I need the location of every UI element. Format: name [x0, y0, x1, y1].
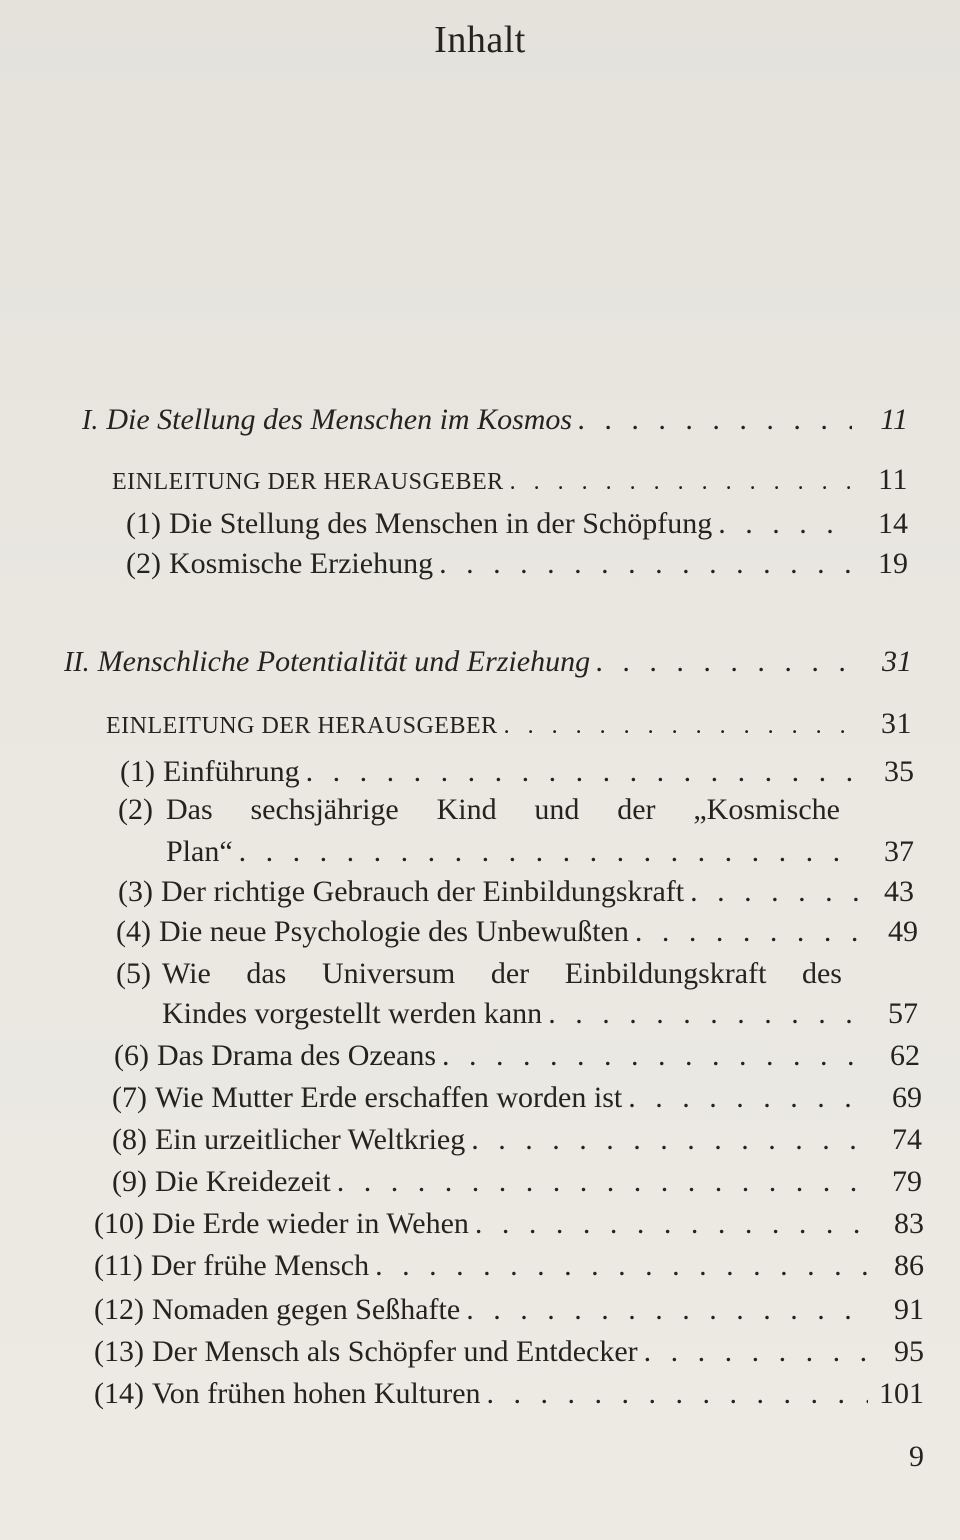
page-number: 62: [890, 1039, 920, 1072]
entry-number: (9): [112, 1165, 147, 1198]
toc-entry: [94, 1248, 924, 1284]
entry-number: (11): [94, 1249, 143, 1282]
entry-label: Von frühen hohen Kulturen: [151, 1377, 481, 1410]
dot-leader: [475, 1206, 868, 1242]
toc-entry: [116, 914, 918, 950]
entry-label: Der frühe Mensch: [150, 1249, 370, 1282]
chapter-title: Menschliche Potentialität und Erziehung: [97, 645, 591, 678]
dot-leader: [578, 402, 852, 438]
entry-number: (1): [120, 755, 155, 788]
intro-label: EINLEITUNG DER HERAUSGEBER: [106, 713, 498, 739]
dot-leader: [337, 1164, 866, 1200]
toc-entry: [94, 1206, 924, 1242]
page-number: 95: [894, 1335, 924, 1368]
toc-intro-1: [112, 462, 908, 500]
entry-label: Der richtige Gebrauch der Einbildungskraft: [160, 875, 685, 908]
dot-leader: [628, 1080, 866, 1116]
dot-leader: [442, 1038, 864, 1074]
entry-number: (8): [112, 1123, 147, 1156]
page-number: 91: [894, 1293, 924, 1326]
toc-chapter-2: [64, 644, 912, 681]
entry-number: (13): [94, 1335, 144, 1368]
page-number: 35: [884, 755, 914, 788]
toc-entry: [94, 1334, 924, 1370]
dot-leader: [690, 874, 858, 910]
page-number: 49: [888, 915, 918, 948]
entry-label: Die Stellung des Menschen in der Schöpfung: [168, 507, 713, 540]
toc-entry: [112, 1164, 922, 1200]
page-folio: 9: [909, 1440, 924, 1473]
entry-label: Einführung: [162, 755, 300, 788]
toc-chapter-1: [82, 402, 908, 439]
page-number: 57: [888, 997, 918, 1030]
entry-label: Das Drama des Ozeans: [156, 1039, 437, 1072]
toc-entry: [94, 1376, 924, 1412]
toc-entry-continuation: [166, 834, 914, 870]
page-number: 37: [884, 835, 914, 868]
toc-intro-2: [106, 706, 912, 744]
page-number: 74: [892, 1123, 922, 1156]
page-number: 14: [878, 507, 908, 540]
dot-leader: [644, 1334, 868, 1370]
entry-number: (5): [116, 957, 151, 990]
chapter-number: II.: [64, 647, 90, 678]
page-title: Inhalt: [434, 19, 526, 61]
toc-entry: [126, 546, 908, 582]
entry-label-line-2: Plan“: [166, 835, 233, 868]
entry-label: Kosmische Erziehung: [168, 547, 434, 580]
entry-label: Ein urzeitlicher Weltkrieg: [154, 1123, 466, 1156]
entry-number: (4): [116, 915, 151, 948]
dot-leader: [635, 914, 862, 950]
page-number: 11: [880, 403, 908, 436]
entry-number: (3): [118, 875, 153, 908]
page-number: 31: [882, 645, 912, 678]
entry-label-line-1: Wie das Universum der Einbildungskraft des: [162, 957, 842, 990]
entry-number: (6): [114, 1039, 149, 1072]
page-number: 79: [892, 1165, 922, 1198]
entry-label: Nomaden gegen Seßhafte: [151, 1293, 461, 1326]
toc-entry: [114, 1038, 920, 1074]
entry-label-line-1: Das sechsjährige Kind und der „Kosmische: [166, 793, 840, 826]
toc-entry: [112, 1080, 922, 1116]
entry-label: Die Erde wieder in Wehen: [151, 1207, 469, 1240]
dot-leader: [596, 644, 856, 680]
page-number: 101: [879, 1377, 924, 1410]
entry-number: (14): [94, 1377, 144, 1410]
page-number: 86: [894, 1249, 924, 1282]
entry-label: Die neue Psychologie des Unbewußten: [158, 915, 629, 948]
entry-label: Wie Mutter Erde erschaffen worden ist: [154, 1081, 623, 1114]
dot-leader: [487, 1376, 868, 1412]
dot-leader: [471, 1122, 866, 1158]
dot-leader: [504, 708, 856, 744]
toc-entry-continuation: [162, 996, 918, 1032]
dot-leader: [306, 754, 858, 790]
dot-leader: [375, 1248, 868, 1284]
page-number: 83: [894, 1207, 924, 1240]
entry-number: (10): [94, 1207, 144, 1240]
dot-leader: [548, 996, 862, 1032]
toc-entry: [94, 1292, 924, 1328]
toc-entry: [118, 874, 914, 910]
page-number: 43: [884, 875, 914, 908]
dot-leader: [466, 1292, 868, 1328]
dot-leader: [239, 834, 858, 870]
page-number: 11: [878, 463, 908, 496]
toc-entry: [120, 754, 914, 790]
toc-entry: [112, 1122, 922, 1158]
entry-label: Die Kreidezeit: [154, 1165, 331, 1198]
entry-number: (2): [126, 547, 161, 580]
entry-number: (2): [118, 793, 153, 826]
entry-number: (1): [126, 507, 161, 540]
chapter-number: I.: [82, 405, 99, 436]
entry-number: (7): [112, 1081, 147, 1114]
intro-label: EINLEITUNG DER HERAUSGEBER: [112, 469, 504, 495]
dot-leader: [718, 506, 852, 542]
dot-leader: [510, 464, 852, 500]
toc-entry: [126, 506, 908, 542]
dot-leader: [439, 546, 852, 582]
entry-label-line-2: Kindes vorgestellt werden kann: [162, 997, 543, 1030]
entry-label: Der Mensch als Schöpfer und Entdecker: [151, 1335, 638, 1368]
page-number: 69: [892, 1081, 922, 1114]
chapter-title: Die Stellung des Menschen im Kosmos: [106, 403, 573, 436]
entry-number: (12): [94, 1293, 144, 1326]
page-number: 19: [878, 547, 908, 580]
page-number: 31: [881, 707, 912, 740]
